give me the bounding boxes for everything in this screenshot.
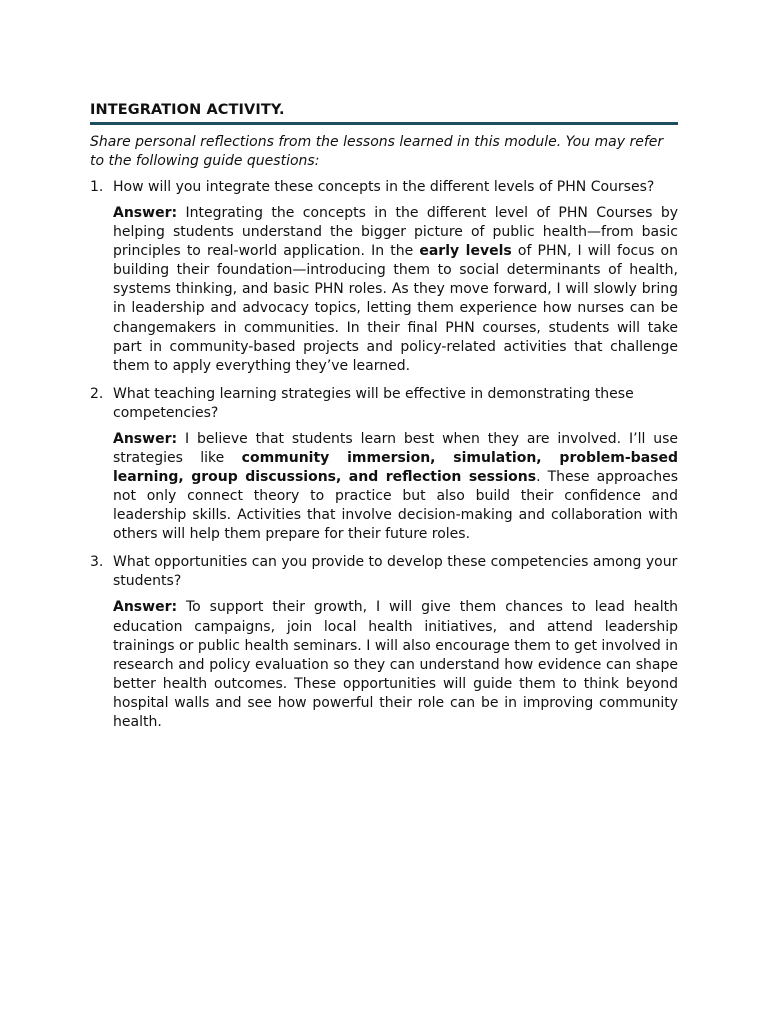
answer-emphasis: early levels	[419, 243, 512, 260]
answer-label: Answer:	[113, 599, 178, 616]
answer-text: I believe that students learn best when they are involved. I’ll use strategies like	[113, 430, 678, 466]
question-number: 1.	[90, 179, 104, 195]
answer-text: . These approaches not only connect theory to practice but also build their confidence and leadership skills. Activities that involve decision-making and collaboration with others will help them prepare for their future roles.	[113, 469, 678, 543]
question-body	[113, 178, 678, 376]
question-text: How will you integrate these concepts in the different levels of PHN Courses?	[113, 179, 655, 195]
question-text: What teaching learning strategies will be effective in demonstrating these competencies?	[113, 385, 634, 421]
question-item-2	[90, 385, 678, 545]
intro-text: Share personal reflections from the lessons learned in this module. You may refer to the following guide questions:	[90, 134, 664, 169]
answer-paragraph	[113, 204, 678, 376]
question-text: What opportunities can you provide to develop these competencies among your students?	[113, 554, 678, 590]
question-list	[90, 178, 678, 732]
answer-text: To support their growth, I will give them chances to lead health education campaigns, join local health initiatives, and attend leadership trainings or public health seminars. I will also encourage them to get involved in research and policy evaluation so they can understand how evidence can shape better health outcomes. These opportunities will guide them to think beyond hospital walls and see how powerful their role can be in improving community health.	[113, 599, 678, 730]
answer-label: Answer:	[113, 205, 178, 221]
question-item-1	[90, 178, 678, 376]
answer-text: of PHN, I will focus on building their foundation—introducing them to social determinants of health, systems thinking, and basic PHN roles. As they move forward, I will slowly bring in leadership and advocacy topics, letting them experience how nurses can be changemakers in communities. In their final PHN courses, students will take part in community-based projects and policy-related activities that challenge them to apply everything they’ve learned.	[113, 243, 678, 374]
activity-heading: INTEGRATION ACTIVITY.	[90, 101, 678, 125]
answer-paragraph	[113, 598, 678, 732]
answer-label: Answer:	[113, 430, 178, 447]
question-body	[113, 385, 678, 545]
answer-emphasis: community immersion, simulation, problem-based learning, group discussions, and reflection sessions	[113, 449, 678, 486]
question-item-3	[90, 553, 678, 732]
question-body	[113, 553, 678, 732]
question-number: 3.	[90, 554, 104, 571]
answer-text: Integrating the concepts in the different level of PHN Courses by helping students understand the bigger picture of public health—from basic principles to real-world application. In the	[113, 205, 678, 260]
question-number: 2.	[90, 385, 104, 402]
answer-paragraph	[113, 430, 678, 545]
